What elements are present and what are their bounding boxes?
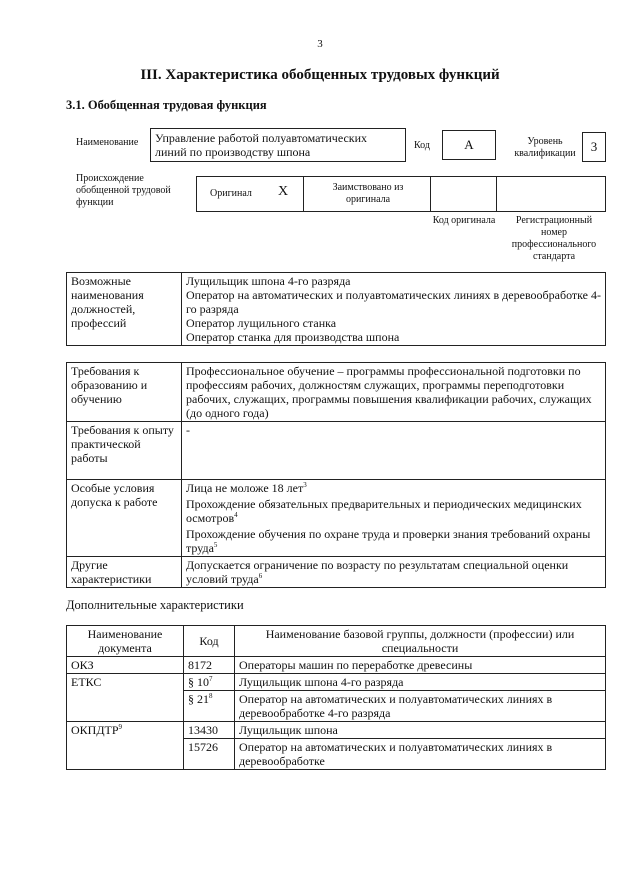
code-label: Код — [414, 140, 430, 151]
condition-item: Прохождение обязательных предварительных и периодических медицинских осмотров$^4$ — [186, 497, 582, 525]
experience-value: - — [182, 422, 606, 480]
doc-cell: ЕТКС — [67, 674, 184, 722]
additional-table — [66, 625, 606, 770]
table-row — [67, 657, 606, 674]
name-label: Наименование — [76, 137, 139, 148]
additional-title: Дополнительные характеристики — [66, 598, 244, 612]
code-cell: § $10^7$ — [184, 674, 235, 691]
original-label: Оригинал — [210, 188, 252, 199]
doc-cell: ОКЗ — [67, 657, 184, 674]
original-mark: X — [278, 184, 289, 199]
experience-label: Требования к опыту практической работы — [67, 422, 182, 480]
code-cell: § $21^8$ — [184, 691, 235, 722]
position-item: Оператор станка для производства шпона — [186, 330, 400, 344]
code-cell: 13430 — [184, 722, 235, 739]
condition-item: Лица не моложе 18 лет$^3$ — [186, 481, 307, 495]
other-label: Другие характеристики — [67, 557, 182, 588]
origin-label: Происхождение обобщенной трудовой функции — [76, 173, 171, 208]
function-name-field: Управление работой полуавтоматических линий по производству шпона — [150, 128, 406, 162]
name-cell: Операторы машин по переработке древесины — [235, 657, 606, 674]
origin-divider — [303, 176, 304, 212]
name-cell: Оператор на автоматических и полуавтоматических линиях в деревообработке 4-го разряда — [235, 691, 606, 722]
borrowed-label: Заимствовано из оригинала — [332, 182, 404, 205]
name-cell: Оператор на автоматических и полуавтоматических линиях в деревообработке — [235, 739, 606, 770]
positions-list — [182, 273, 606, 346]
origin-divider — [496, 176, 497, 212]
table-row — [67, 722, 606, 739]
col-doc-header: Наименование документа — [67, 626, 184, 657]
positions-label: Возможные наименования должностей, профессий — [67, 273, 182, 346]
conditions-label: Особые условия допуска к работе — [67, 480, 182, 557]
code-field: А — [442, 130, 496, 160]
education-value: Профессиональное обучение – программы профессиональной подготовки по профессиям рабочих, должностям служащих, программы переподготовки рабочих, служащих, программы повышения квалификации рабочих, служащих (до одного года) — [182, 363, 606, 422]
level-label: Уровень квалификации — [514, 136, 576, 159]
reg-number-label: Регистрационный номер профессионального стандарта — [511, 215, 597, 262]
position-item: Оператор лущильного станка — [186, 316, 337, 330]
page-number: 3 — [317, 38, 323, 50]
other-value: Допускается ограничение по возрасту по результатам специальной оценки условий труда$^6$ — [182, 557, 606, 588]
doc-cell: ОКПДТР$^9$ — [67, 722, 184, 770]
position-item: Оператор на автоматических и полуавтоматических линиях в деревообработке 4-го разряда — [186, 288, 602, 316]
name-cell: Лущильщик шпона 4-го разряда — [235, 674, 606, 691]
requirements-table — [66, 362, 606, 588]
level-field: 3 — [582, 132, 606, 162]
col-code-header: Код — [184, 626, 235, 657]
condition-item: Прохождение обучения по охране труда и проверки знания требований охраны труда$^5$ — [186, 527, 591, 555]
table-row — [67, 674, 606, 691]
conditions-list — [182, 480, 606, 557]
education-label: Требования к образованию и обучению — [67, 363, 182, 422]
positions-table — [66, 272, 606, 346]
origin-divider — [430, 176, 431, 212]
code-cell: 15726 — [184, 739, 235, 770]
subsection-title: 3.1. Обобщенная трудовая функция — [66, 98, 267, 112]
code-cell: 8172 — [184, 657, 235, 674]
col-name-header: Наименование базовой группы, должности (профессии) или специальности — [235, 626, 606, 657]
position-item: Лущильщик шпона 4-го разряда — [186, 274, 351, 288]
code-original-label: Код оригинала — [432, 215, 496, 226]
name-cell: Лущильщик шпона — [235, 722, 606, 739]
section-title: III. Характеристика обобщенных трудовых функций — [140, 67, 500, 83]
